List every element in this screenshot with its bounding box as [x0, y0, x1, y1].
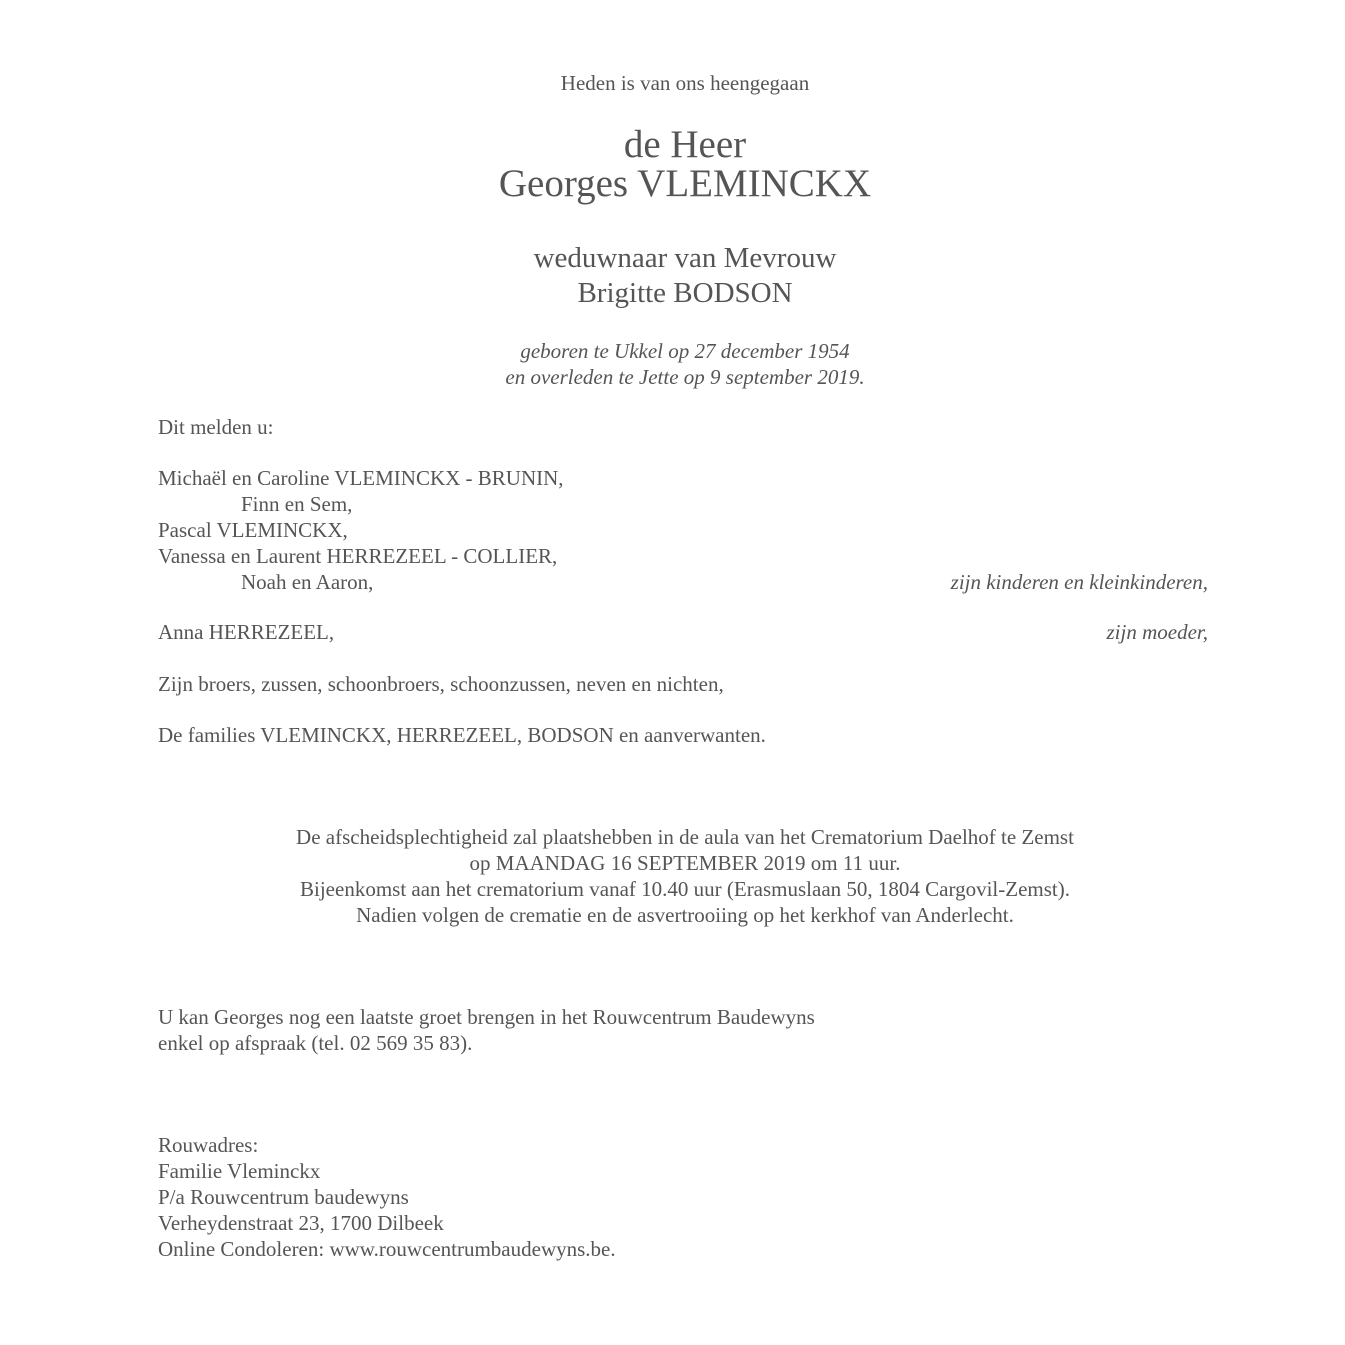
- address-block: [158, 1132, 616, 1262]
- visit-line: U kan Georges nog een laatste groet brengen in het Rouwcentrum Baudewyns: [158, 1005, 815, 1029]
- mother-name: Anna HERREZEEL,: [158, 620, 335, 644]
- families-line: De families VLEMINCKX, HERREZEEL, BODSON en aanverwanten.: [158, 723, 766, 747]
- condolence-line: Online Condoleren: www.rouwcentrumbaudewyns.be.: [158, 1237, 616, 1261]
- family-member-line: Pascal VLEMINCKX,: [158, 518, 348, 542]
- family-row-mother: [158, 619, 1208, 645]
- widower-block: [0, 241, 1345, 311]
- family-member-line: Vanessa en Laurent HERREZEEL - COLLIER,: [158, 544, 558, 568]
- children-relation-label: zijn kinderen en kleinkinderen,: [950, 570, 1208, 594]
- intro-text: Heden is van ons heengegaan: [560, 71, 810, 95]
- address-heading: Rouwadres:: [158, 1133, 259, 1157]
- deceased-title: de Heer: [623, 123, 747, 166]
- widower-line: weduwnaar van Mevrouw: [533, 242, 837, 274]
- ceremony-line: Nadien volgen de crematie en de asvertrooiing op het kerkhof van Anderlecht.: [356, 903, 1014, 927]
- address-line: Verheydenstraat 23, 1700 Dilbeek: [158, 1211, 444, 1235]
- siblings-line: Zijn broers, zussen, schoonbroers, schoonzussen, neven en nichten,: [158, 672, 724, 696]
- address-line: P/a Rouwcentrum baudewyns: [158, 1185, 409, 1209]
- mother-block: [158, 619, 1208, 645]
- family-member-line: Michaël en Caroline VLEMINCKX - BRUNIN,: [158, 466, 564, 490]
- ceremony-line: De afscheidsplechtigheid zal plaatshebben in de aula van het Crematorium Daelhof te Zemst: [296, 825, 1074, 849]
- death-line: en overleden te Jette op 9 september 2019.: [505, 365, 865, 389]
- visit-line: enkel op afspraak (tel. 02 569 35 83).: [158, 1031, 473, 1055]
- birth-line: geboren te Ukkel op 27 december 1954: [520, 339, 850, 363]
- family-member-line: Noah en Aaron,: [241, 570, 374, 594]
- family-row-children: [158, 569, 1208, 595]
- mother-relation-label: zijn moeder,: [1106, 620, 1208, 644]
- deceased-name: Georges VLEMINCKX: [498, 162, 872, 205]
- family-member-line: Finn en Sem,: [241, 492, 353, 516]
- spouse-name: Brigitte BODSON: [577, 277, 793, 309]
- address-line: Familie Vleminckx: [158, 1159, 321, 1183]
- deceased-name-block: [0, 125, 1345, 203]
- visit-block: [158, 1004, 815, 1056]
- ceremony-block: [0, 824, 1345, 928]
- life-dates-block: [0, 338, 1345, 390]
- announcement-lead: Dit melden u:: [158, 415, 274, 439]
- children-block: [158, 465, 1208, 595]
- ceremony-line: Bijeenkomst aan het crematorium vanaf 10.40 uur (Erasmuslaan 50, 1804 Cargovil-Zemst).: [300, 877, 1070, 901]
- ceremony-line: op MAANDAG 16 SEPTEMBER 2019 om 11 uur.: [469, 851, 901, 875]
